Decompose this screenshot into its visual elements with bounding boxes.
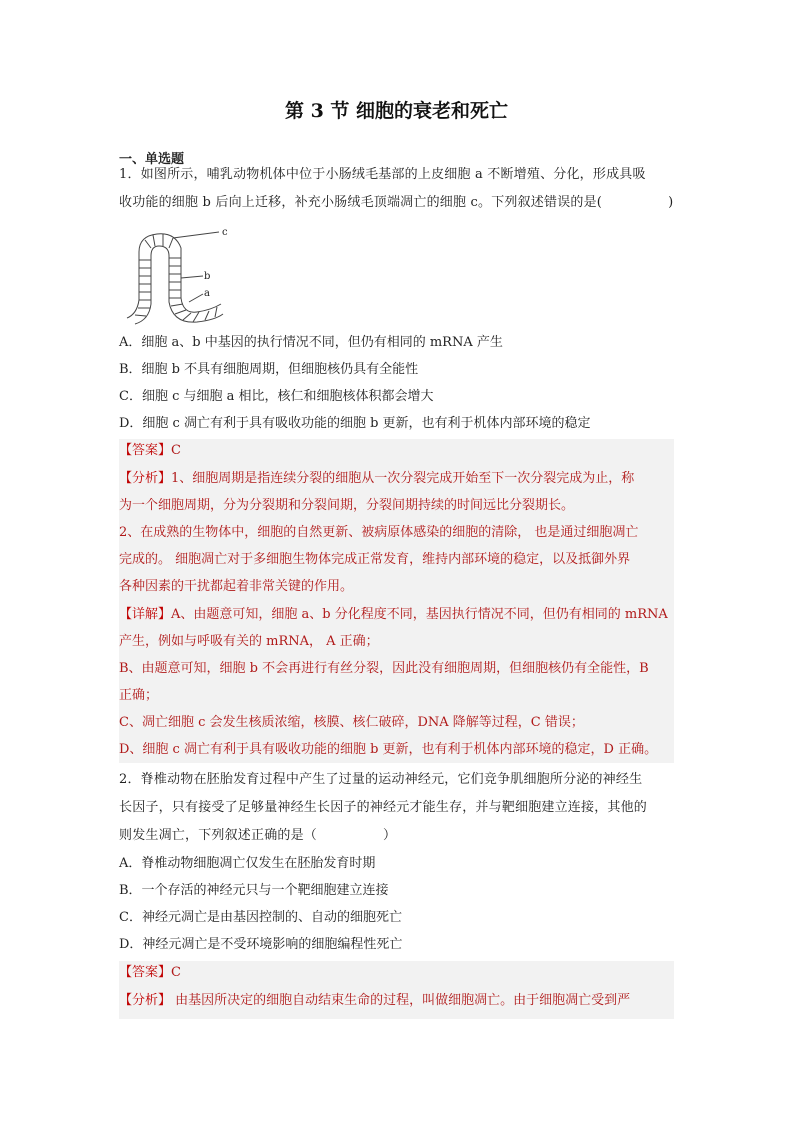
q2-stem-line-3: 则发生凋亡，下列叙述正确的是（ ） [119,828,397,843]
q1-option-a: A．细胞 a、b 中基因的执行情况不同，但仍有相同的 mRNA 产生 [119,335,503,350]
q1-analysis-line-3: 2、在成熟的生物体中，细胞的自然更新、被病原体感染的细胞的清除， 也是通过细胞凋亡 [119,525,639,540]
q2-option-a: A．脊椎动物细胞凋亡仅发生在胚胎发育时期 [119,856,376,871]
q1-option-c: C．细胞 c 与细胞 a 相比，核仁和细胞核体积都会增大 [119,389,434,404]
page-title: 第 3 节 细胞的衰老和死亡 [284,100,509,122]
q2-option-c: C．神经元凋亡是由基因控制的、自动的细胞死亡 [119,910,402,925]
q2-analysis-line-1 [119,992,630,1010]
detail-text: A、由题意可知，细胞 a、b 分化程度不同，基因执行情况不同，但仍有相同的 mRNA [171,607,668,622]
q2-stem-line-2: 长因子，只有接受了足够量神经生长因子的神经元才能生存，并与靶细胞建立连接，其他的 [119,800,648,815]
q1-answer [119,442,181,460]
answer-tag: 【答案】 [119,443,172,458]
q2-stem-line-1: 2．脊椎动物在胚胎发育过程中产生了过量的运动神经元，它们竞争肌细胞所分泌的神经生 [119,772,643,787]
q2-option-b: B．一个存活的神经元只与一个靶细胞建立连接 [119,883,389,898]
q1-detail-line-5: C、凋亡细胞 c 会发生核质浓缩，核膜、核仁破碎，DNA 降解等过程，C 错误； [119,715,584,730]
q1-option-d: D．细胞 c 凋亡有利于具有吸收功能的细胞 b 更新，也有利于机体内部环境的稳定 [119,416,591,431]
analysis-tag: 【分析】 [119,993,172,1008]
q1-detail-line-2: 产生，例如与呼吸有关的 mRNA， A 正确； [119,634,379,649]
q1-detail-line-3: B、由题意可知，细胞 b 不会再进行有丝分裂，因此没有细胞周期，但细胞核仍有全能性，B [119,661,649,676]
analysis-text: 由基因所决定的细胞自动结束生命的过程，叫做细胞凋亡。由于细胞凋亡受到严 [171,993,631,1008]
q1-stem-line-2: 收功能的细胞 b 后向上迁移，补充小肠绒毛顶端凋亡的细胞 c。下列叙述错误的是( ) [119,195,674,210]
answer-value: C [171,443,181,458]
analysis-tag: 【分析】 [119,471,172,486]
q1-detail-line-6: D、细胞 c 凋亡有利于具有吸收功能的细胞 b 更新，也有利于机体内部环境的稳定，D 正确。 [119,742,658,757]
section-heading: 一、单选题 [119,152,185,167]
analysis-text: 1、细胞周期是指连续分裂的细胞从一次分裂完成开始至下一次分裂完成为止，称 [171,471,635,486]
answer-value: C [171,965,181,980]
q1-analysis-line-2: 为一个细胞周期，分为分裂期和分裂间期，分裂间期持续的时间远比分裂期长。 [119,498,575,513]
q1-analysis-line-4: 完成的。 细胞凋亡对于多细胞生物体完成正常发育，维持内部环境的稳定，以及抵御外界 [119,552,631,567]
q1-option-b: B．细胞 b 不具有细胞周期，但细胞核仍具有全能性 [119,362,419,377]
figure-label-b: b [204,271,211,282]
q1-stem-line-1: 1．如图所示，哺乳动物机体中位于小肠绒毛基部的上皮细胞 a 不断增殖、分化，形成具吸 [119,167,646,182]
intestinal-villus-figure [123,226,235,330]
q1-analysis-line-5: 各种因素的干扰都起着非常关键的作用。 [119,579,354,594]
q2-solution-block [119,961,674,1019]
answer-tag: 【答案】 [119,965,172,980]
q2-option-d: D．神经元凋亡是不受环境影响的细胞编程性死亡 [119,937,403,952]
detail-tag: 【详解】 [119,607,172,622]
q1-analysis-line-1 [119,470,634,488]
figure-label-c: c [222,227,228,238]
q2-answer [119,964,181,982]
figure-label-a: a [204,288,210,299]
q1-detail-line-4: 正确； [119,688,159,703]
q1-detail-line-1 [119,606,668,624]
